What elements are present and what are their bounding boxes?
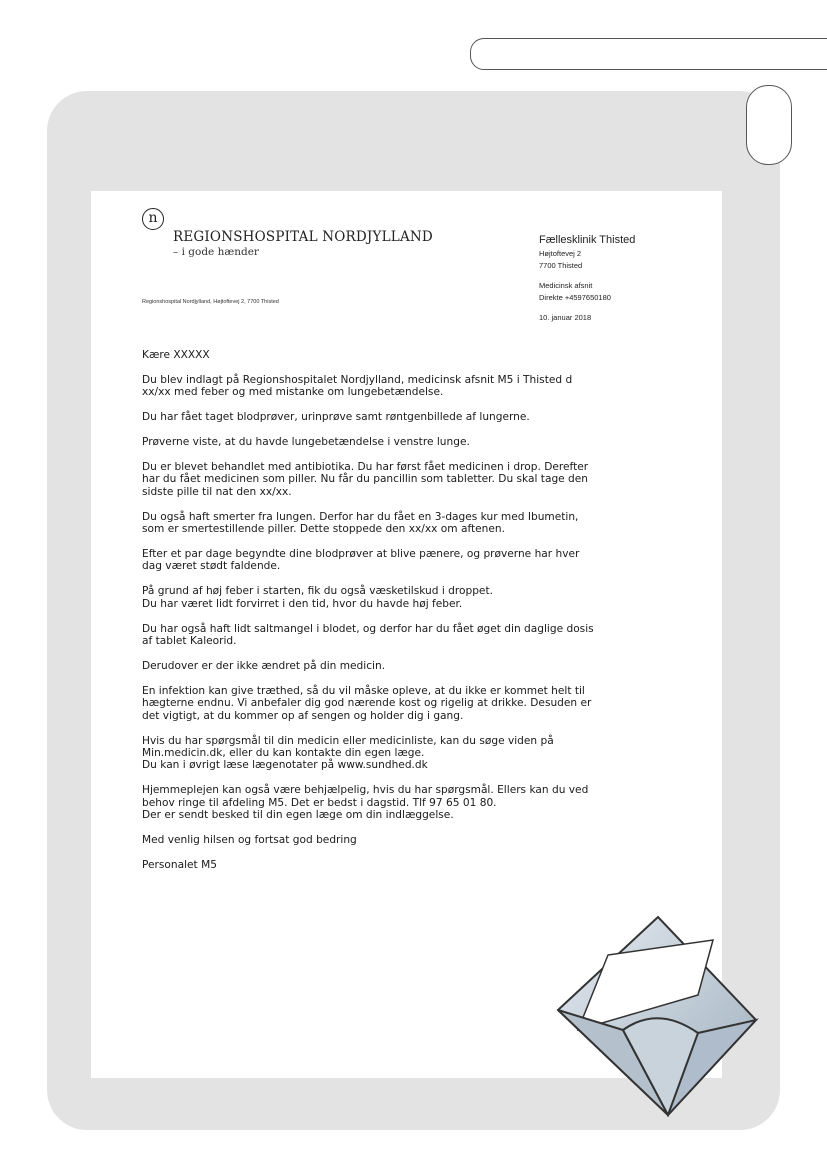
- signature: Personalet M5: [142, 858, 217, 871]
- recipient-block: [539, 232, 635, 324]
- paragraph: Hjemmeplejen kan også være behjælpelig, hvis du har spørgsmål. Ellers kan du ved behov ringe til afdeling M5. Det er bedst i dagstid. Tlf 97 65 01 80. Der er sendt besked til din egen læge om din indlæggelse.: [142, 784, 589, 822]
- paragraph: Efter et par dage begyndte dine blodprøver at blive pænere, og prøverne har hver dag været stødt faldende.: [142, 548, 580, 573]
- top-tab: [470, 38, 827, 70]
- paragraph: Hvis du har spørgsmål til din medicin eller medicinliste, kan du søge viden på Min.medicin.dk, eller du kan kontakte din egen læge. Du kan i øvrigt læse lægenotater på www.sundhed.dk: [142, 734, 554, 772]
- hospital-name: REGIONSHOSPITAL NORDJYLLAND: [173, 229, 433, 245]
- paragraph: Du har også haft lidt saltmangel i blodet, og derfor har du fået øget din daglige dosis af tablet Kaleorid.: [142, 622, 594, 648]
- sender-address: Regionshospital Nordjylland, Højtoftevej 2, 7700 Thisted: [142, 299, 279, 305]
- paragraph: En infektion kan give træthed, så du vil måske opleve, at du ikke er kommet helt til hægterne endnu. Vi anbefaler dig god nærende kost og rigelig at drikke. Desuden er det vigtigt, at du kommer op af sengen og holder dig i gang.: [142, 684, 592, 722]
- letter-body: [142, 349, 667, 884]
- closing: Med venlig hilsen og fortsat god bedring: [142, 834, 357, 847]
- department: Medicinsk afsnit: [539, 281, 593, 290]
- clinic-street: Højtoftevej 2: [539, 249, 582, 258]
- open-envelope-icon: [548, 915, 760, 1120]
- paragraph: Du blev indlagt på Regionshospitalet Nordjylland, medicinsk afsnit M5 i Thisted d xx/xx med feber og med mistanke om lungebetændelse.: [142, 373, 573, 399]
- direct-phone: Direkte +4597650180: [539, 293, 611, 302]
- paragraph: Du har fået taget blodprøver, urinprøve samt røntgenbillede af lungerne.: [142, 411, 530, 424]
- paragraph: Derudover er der ikke ændret på din medicin.: [142, 660, 386, 672]
- paragraph: Du også haft smerter fra lungen. Derfor har du fået en 3-dages kur med Ibumetin, som er smertestillende piller. Dette stoppede den xx/xx om aftenen.: [142, 510, 579, 536]
- clinic-name: Fællesklinik Thisted: [539, 234, 636, 246]
- paragraph: På grund af høj feber i starten, fik du også væsketilskud i droppet. Du har været lidt forvirret i den tid, hvor du havde høj feber.: [142, 585, 493, 610]
- side-tab: [746, 85, 792, 165]
- greeting: Kære XXXXX: [142, 349, 210, 361]
- paragraph: Du er blevet behandlet med antibiotika. Du har først fået medicinen i drop. Derefter har du fået medicinen som piller. Nu får du pancillin som tabletter. Du skal tage den sidste pille til nat den xx/xx.: [142, 461, 589, 498]
- clinic-city: 7700 Thisted: [539, 261, 583, 270]
- hospital-logo-icon: n: [142, 208, 164, 230]
- letter-date: 10. januar 2018: [539, 313, 592, 322]
- paragraph: Prøverne viste, at du havde lungebetændelse i venstre lunge.: [142, 436, 470, 449]
- hospital-tagline: – i gode hænder: [173, 246, 259, 258]
